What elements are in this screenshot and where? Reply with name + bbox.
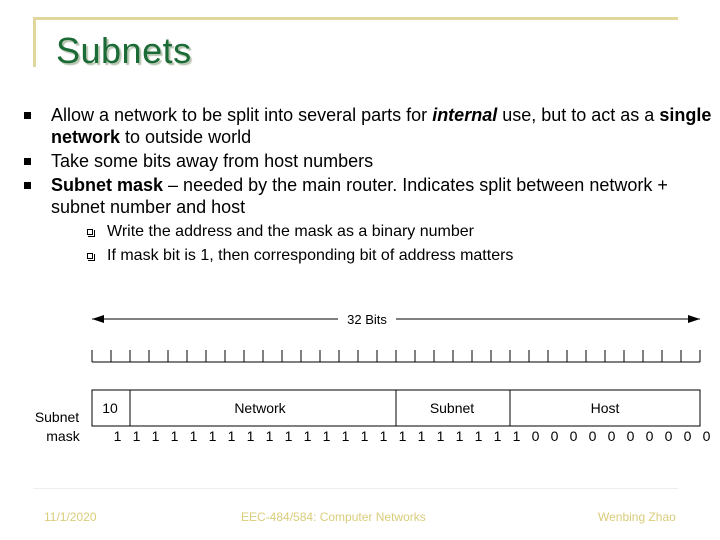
bullet-segment: Take some bits away from host numbers bbox=[51, 151, 374, 171]
mask-label-line-1: Subnet bbox=[34, 409, 80, 425]
mask-bit: 0 bbox=[702, 428, 711, 444]
subnet-diagram bbox=[0, 300, 720, 460]
mask-bit: 1 bbox=[151, 428, 160, 444]
mask-bit: 1 bbox=[246, 428, 255, 444]
mask-bit: 1 bbox=[436, 428, 445, 444]
sub-bullet-item bbox=[51, 246, 720, 266]
bullet-marker bbox=[24, 112, 31, 119]
footer-date: 11/1/2020 bbox=[44, 510, 97, 524]
title-frame-left-line bbox=[33, 17, 36, 67]
subnet-field-label: Subnet bbox=[429, 400, 475, 416]
mask-bit: 0 bbox=[683, 428, 692, 444]
bullet-segment: internal bbox=[432, 105, 498, 125]
mask-bit: 1 bbox=[284, 428, 293, 444]
mask-bit: 1 bbox=[379, 428, 388, 444]
sub-bullet-text-1: Write the address and the mask as a binary number bbox=[107, 223, 474, 240]
mask-bit: 0 bbox=[626, 428, 635, 444]
footer-course: EEC-484/584: Computer Networks bbox=[241, 510, 426, 524]
mask-bit: 1 bbox=[265, 428, 274, 444]
bullet-text-2 bbox=[51, 151, 373, 171]
bullet-marker bbox=[24, 158, 31, 165]
width-arrow-right-head bbox=[688, 315, 700, 323]
bullet-item bbox=[20, 174, 720, 266]
mask-bit: 1 bbox=[417, 428, 426, 444]
bullet-segment: to outside world bbox=[120, 127, 252, 147]
mask-bit: 1 bbox=[113, 428, 122, 444]
mask-bit: 0 bbox=[550, 428, 559, 444]
sub-bullet-marker bbox=[87, 253, 93, 259]
mask-bit: 1 bbox=[208, 428, 217, 444]
mask-bit: 1 bbox=[474, 428, 483, 444]
mask-bit: 1 bbox=[341, 428, 350, 444]
sub-bullet-text-2: If mask bit is 1, then corresponding bit of address matters bbox=[107, 247, 514, 264]
mask-bit: 1 bbox=[512, 428, 521, 444]
footer-author: Wenbing Zhao bbox=[598, 510, 676, 524]
mask-bit: 0 bbox=[531, 428, 540, 444]
mask-bit: 1 bbox=[360, 428, 369, 444]
sub-bullet-item bbox=[51, 222, 720, 242]
bullet-segment: Subnet mask bbox=[51, 175, 164, 195]
mask-bit: 0 bbox=[645, 428, 654, 444]
ruler-ticks bbox=[92, 350, 700, 362]
bullet-text-1 bbox=[51, 105, 711, 147]
class-prefix-label: 10 bbox=[102, 400, 118, 416]
width-arrow-left-head bbox=[92, 315, 104, 323]
title-frame-top-line bbox=[33, 17, 678, 20]
mask-bit: 1 bbox=[303, 428, 312, 444]
mask-bit: 1 bbox=[132, 428, 141, 444]
bullet-segment: – needed by the main router. Indicates split between network + subnet number and host bbox=[51, 175, 668, 217]
mask-bit: 1 bbox=[227, 428, 236, 444]
mask-bits bbox=[114, 428, 711, 444]
bullet-list bbox=[20, 104, 720, 268]
host-field-label: Host bbox=[590, 400, 620, 416]
mask-bit: 1 bbox=[493, 428, 502, 444]
bullet-segment: single network bbox=[51, 105, 712, 147]
bullet-item bbox=[20, 150, 720, 172]
bullet-segment: Allow a network to be split into several parts for bbox=[51, 105, 433, 125]
bullet-segment: use, but to act as a bbox=[497, 105, 660, 125]
mask-bit: 0 bbox=[607, 428, 616, 444]
network-field-label: Network bbox=[234, 400, 286, 416]
mask-bit: 1 bbox=[322, 428, 331, 444]
mask-bit: 1 bbox=[170, 428, 179, 444]
sub-bullet-marker bbox=[87, 229, 93, 235]
footer-divider bbox=[33, 488, 678, 489]
bullet-marker bbox=[24, 182, 31, 189]
bullet-item bbox=[20, 104, 720, 148]
mask-bit: 0 bbox=[569, 428, 578, 444]
slide-title: Subnets bbox=[56, 30, 192, 71]
mask-bit: 0 bbox=[588, 428, 597, 444]
bullet-text-3 bbox=[51, 175, 668, 217]
mask-label-line-2: mask bbox=[46, 428, 80, 444]
mask-bit: 1 bbox=[455, 428, 464, 444]
width-label: 32 Bits bbox=[347, 312, 387, 327]
mask-bit: 1 bbox=[189, 428, 198, 444]
mask-bit: 0 bbox=[664, 428, 673, 444]
mask-bit: 1 bbox=[398, 428, 407, 444]
